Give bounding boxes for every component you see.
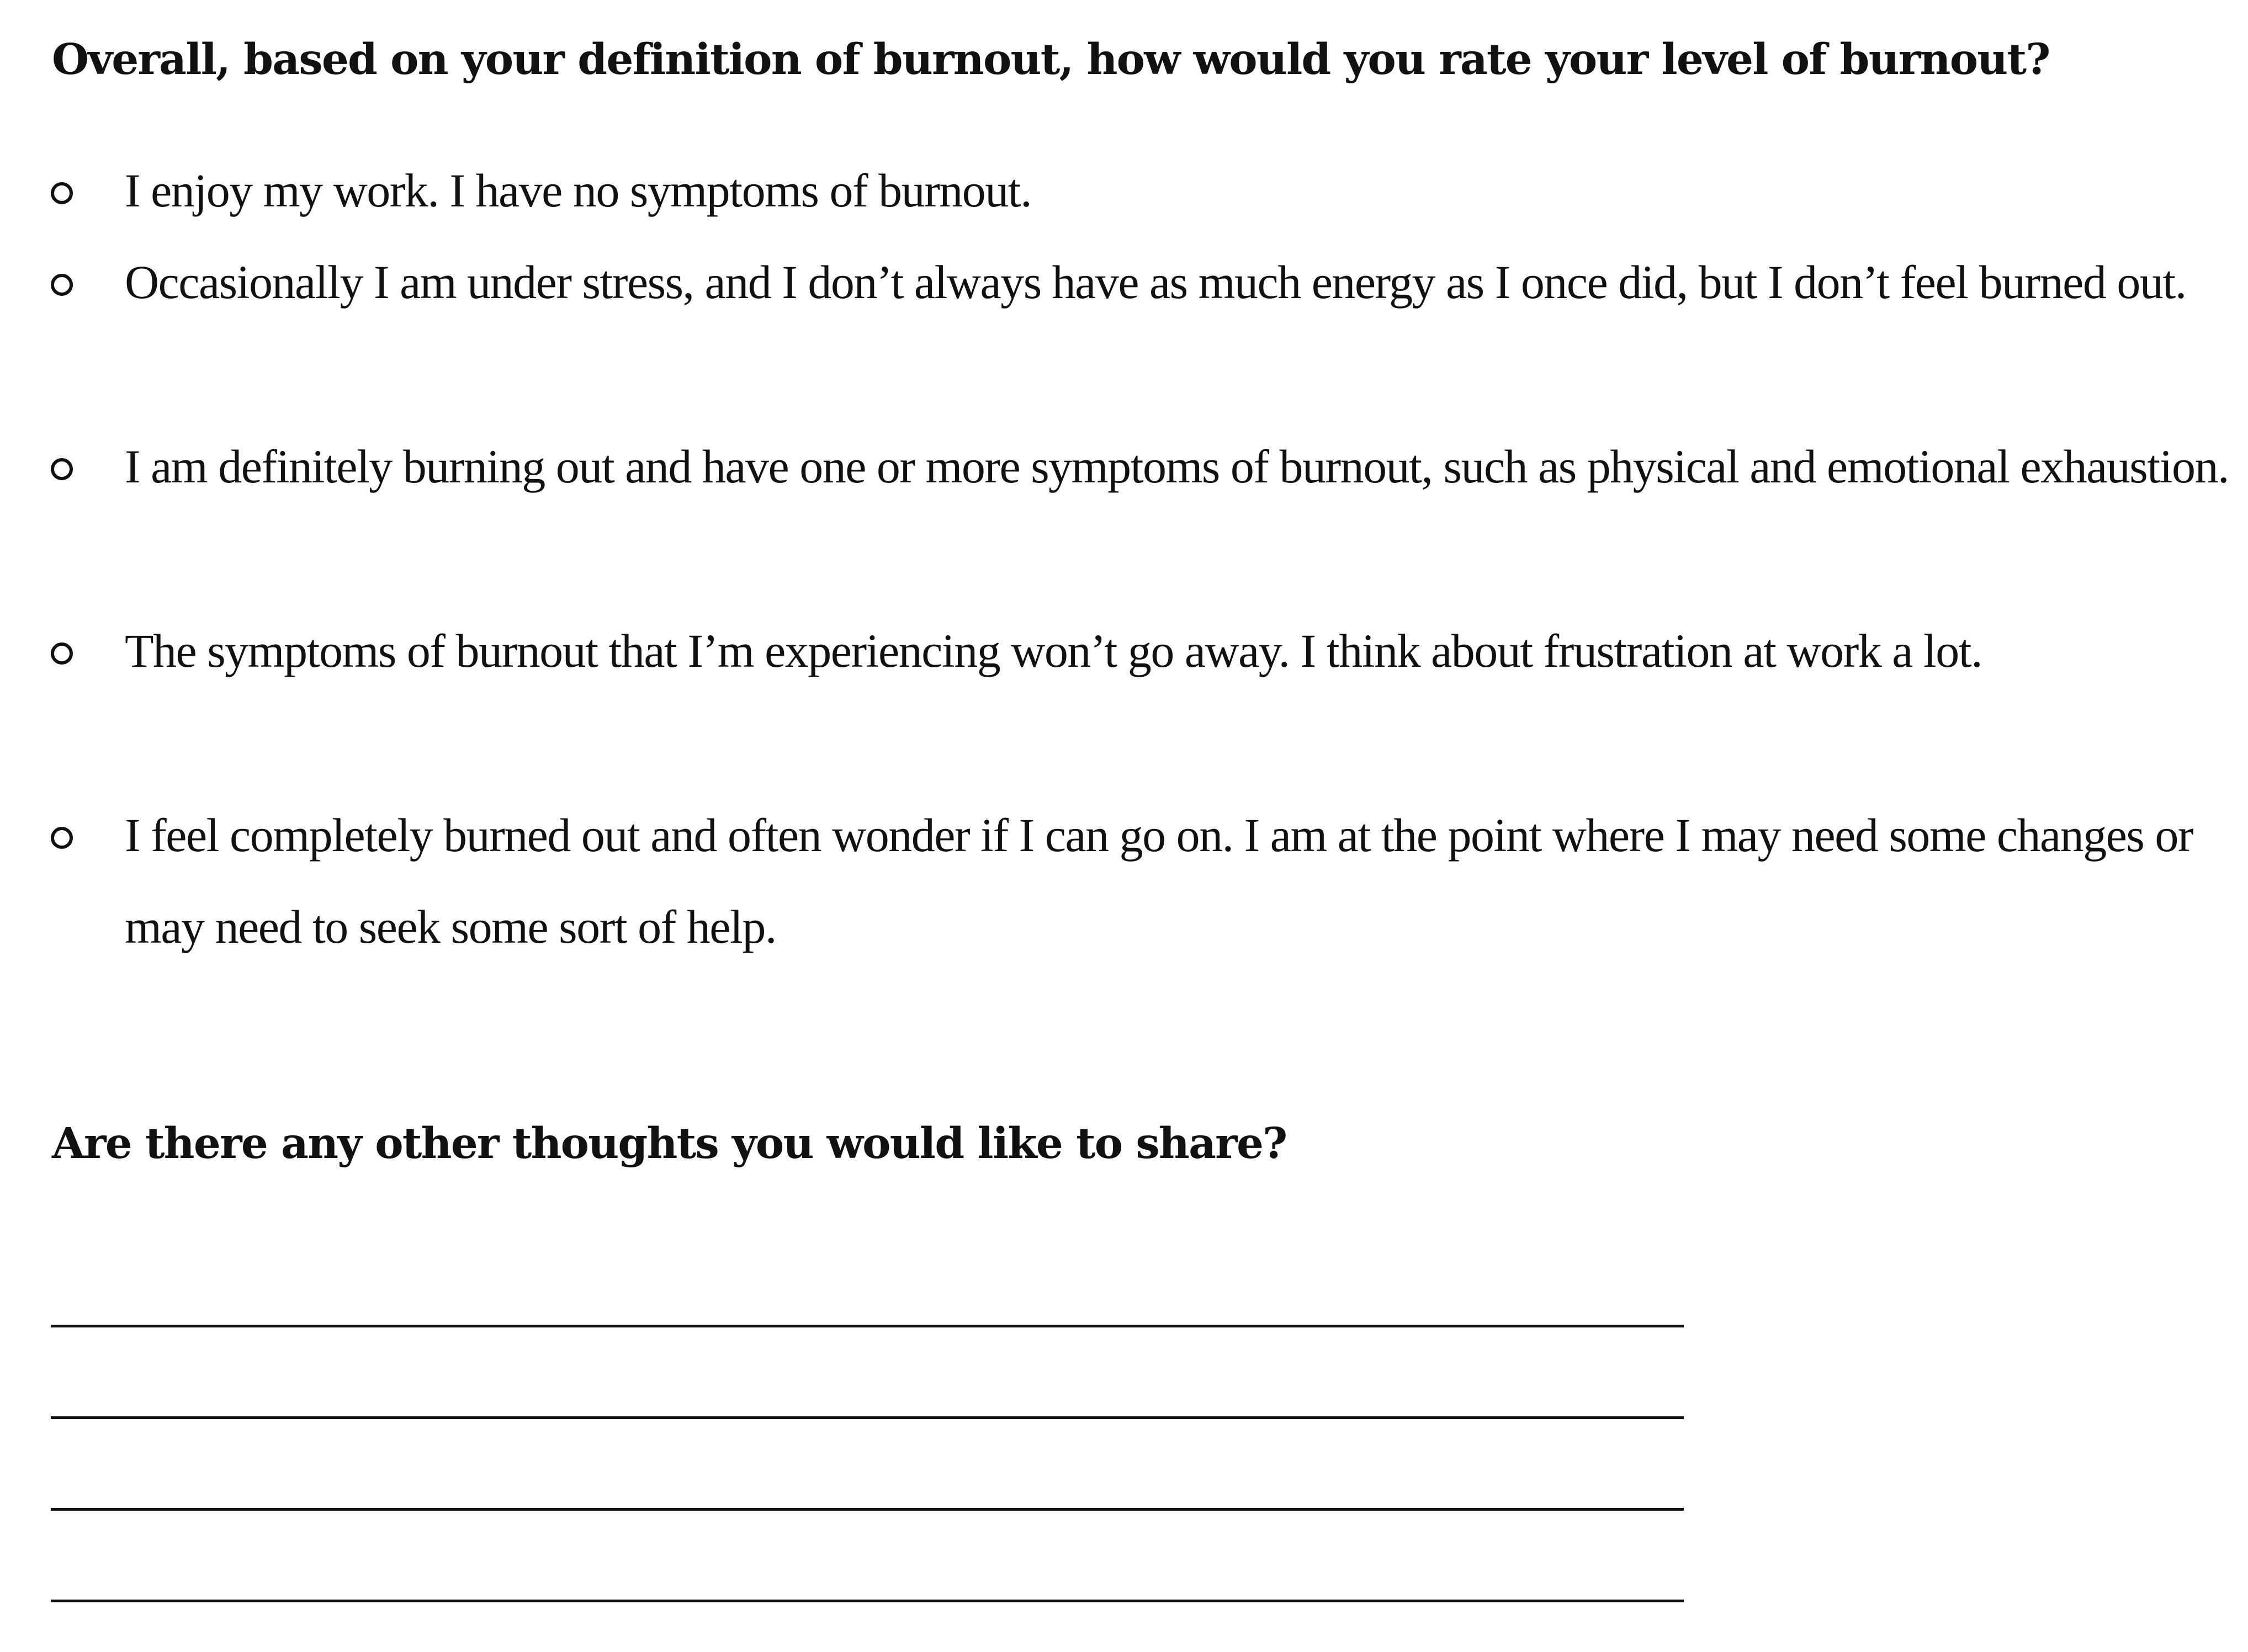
burnout-option-1[interactable] (51, 145, 2237, 236)
radio-button-icon[interactable] (51, 827, 73, 849)
burnout-option-2[interactable] (51, 236, 2237, 328)
answer-line-4[interactable] (51, 1600, 1684, 1602)
burnout-option-4[interactable] (51, 605, 2237, 697)
burnout-option-label: I enjoy my work. I have no symptoms of burnout. (125, 164, 1032, 217)
burnout-option-label: The symptoms of burnout that I’m experiencing won’t go away. I think about frustration at work a lot. (125, 624, 1982, 677)
radio-button-icon[interactable] (51, 182, 73, 204)
answer-line-3[interactable] (51, 1508, 1684, 1511)
burnout-option-label: Occasionally I am under stress, and I don’t always have as much energy as I once did, but I don’t feel burned out. (125, 256, 2186, 309)
answer-line-2[interactable] (51, 1416, 1684, 1419)
other-thoughts-question: Are there any other thoughts you would like to share? (52, 1119, 1287, 1168)
burnout-option-3[interactable] (51, 421, 2237, 512)
radio-button-icon[interactable] (51, 274, 73, 296)
radio-button-icon[interactable] (51, 458, 73, 480)
burnout-option-label: I am definitely burning out and have one or more symptoms of burnout, such as physical and emotional exhaustion. (125, 440, 2229, 493)
radio-button-icon[interactable] (51, 642, 73, 665)
burnout-rating-question: Overall, based on your definition of burnout, how would you rate your level of burnout? (52, 35, 2050, 84)
burnout-option-5[interactable] (51, 789, 2237, 973)
answer-line-1[interactable] (51, 1325, 1684, 1327)
burnout-option-label: I feel completely burned out and often wonder if I can go on. I am at the point where I may need some changes or may need to seek some sort of help. (125, 809, 2193, 953)
